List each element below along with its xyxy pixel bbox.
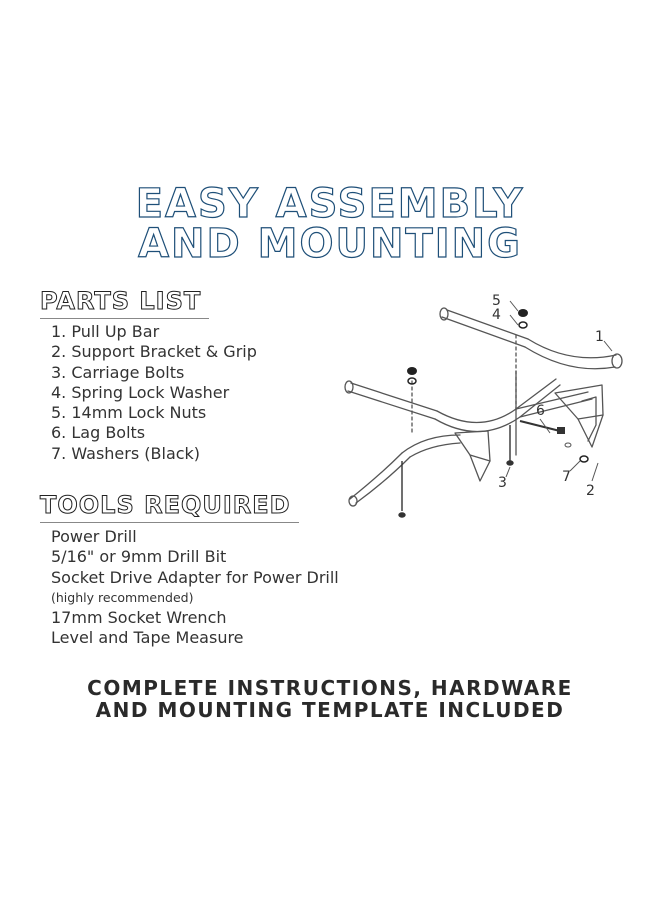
carriage-bolt-front [399,461,405,517]
part-item: 3. Carriage Bolts [51,362,185,382]
parts-heading-underline [40,318,209,319]
tools-heading-underline [40,522,299,523]
tools-list [51,527,339,649]
part-item: 1. Pull Up Bar [51,322,160,341]
tool-item: Socket Drive Adapter for Power Drill [51,567,339,587]
part-item: 6. Lag Bolts [51,423,146,443]
part-item: 2. Support Bracket & Grip [51,342,257,362]
tool-item: Level and Tape Measure [51,628,244,648]
callout-7: 7 [562,469,571,485]
parts-list [51,322,257,464]
tool-item: 5/16" or 9mm Drill Bit [51,547,227,567]
footer-line-2: AND MOUNTING TEMPLATE INCLUDED [95,698,565,722]
callout-5: 5 [492,293,501,309]
pull-up-bar-diagram [330,285,640,525]
lock-nut-front [407,367,417,375]
tool-item: Power Drill [51,527,137,546]
lag-bolt [520,421,564,433]
headline-line-1: EASY ASSEMBLY [135,181,525,227]
front-grip-bar [348,391,435,419]
callout-4: 4 [492,307,501,323]
tool-item-note: (highly recommended) [51,589,194,605]
tool-item: 17mm Socket Wrench [51,608,227,628]
callout-1: 1 [595,329,604,345]
part-item: 7. Washers (Black) [51,443,201,463]
callout-2: 2 [586,483,595,499]
parts-list-heading [40,289,201,313]
washer-black [580,456,588,462]
spring-lock-washer-rear [519,322,527,328]
back-grip-bar [442,317,525,347]
callout-6: 6 [536,403,545,419]
lock-nut-rear [518,309,528,317]
parts-list-heading-text: PARTS LIST [40,287,202,315]
footer-line-1: COMPLETE INSTRUCTIONS, HARDWARE [87,676,573,700]
carriage-bolt-rear [507,425,513,465]
part-item: 5. 14mm Lock Nuts [51,403,207,423]
tools-required-heading-text: TOOLS REQUIRED [40,491,291,519]
callout-3: 3 [498,475,507,491]
headline-line-2: AND MOUNTING [138,221,522,267]
front-loop-handle [350,453,402,499]
tools-required-heading [40,493,291,517]
part-item: 4. Spring Lock Washer [51,382,230,402]
